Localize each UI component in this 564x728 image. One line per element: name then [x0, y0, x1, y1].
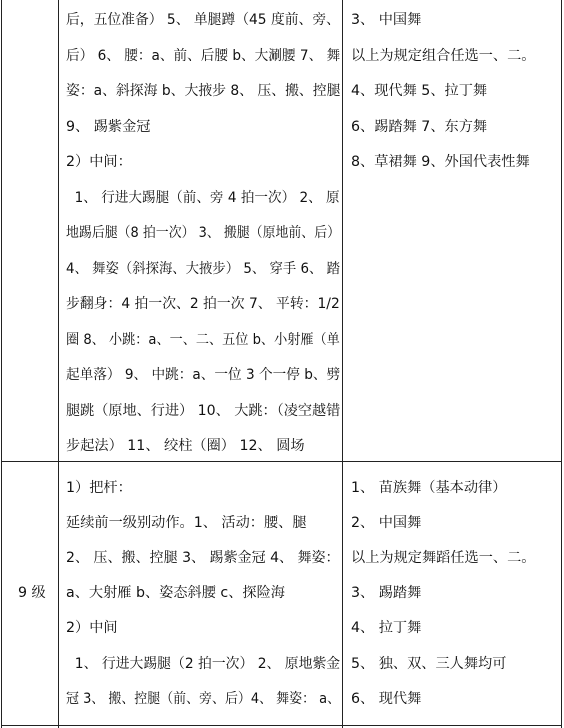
grade-label: 9 级 [18, 585, 46, 601]
table-border-bottom [1, 725, 562, 726]
text-line: 步翻身：4 拍一次、2 拍一次 7、 平转：1/2 [66, 296, 340, 312]
text-line: 1）把杆： [66, 480, 132, 496]
text-line: 3、 中国舞 [351, 12, 422, 28]
text-line: 后） 6、 腰：a、前、后腰 b、大涮腰 7、 舞 [66, 48, 341, 64]
text-line: 后，五位准备） 5、 单腿蹲（45 度前、旁、 [66, 12, 340, 28]
text-line: 以上为规定组合任选一、二。 [351, 48, 536, 64]
text-line: 6、踢踏舞 7、东方舞 [351, 119, 488, 135]
text-line: 步起法） 11、 绞柱（圈） 12、 圆场 [66, 438, 305, 454]
table-border-right [561, 0, 562, 728]
text-line: 2、 中国舞 [351, 515, 422, 531]
text-line: 2、 压、搬、控腿 3、 踢紫金冠 4、 舞姿： [66, 550, 340, 566]
row-divider [1, 461, 562, 462]
text-line: 冠 3、 搬、控腿（前、旁、后）4、 舞姿： a、 [66, 691, 341, 707]
text-line: 3、 踢踏舞 [351, 585, 422, 601]
text-line: 5、 独、双、三人舞均可 [351, 656, 507, 672]
text-line: 以上为规定舞蹈任选一、二。 [351, 550, 536, 566]
text-line: 9、 踢紫金冠 [66, 119, 151, 135]
text-line: 4、 拉丁舞 [351, 620, 422, 636]
table-border-left [1, 0, 2, 728]
text-line: 1、 行进大踢腿（2 拍一次） 2、 原地紫金 [66, 656, 341, 672]
text-line: a、大射雁 b、姿态斜腰 c、探险海 [66, 585, 285, 601]
text-line: 地踢后腿（8 拍一次） 3、 搬腿（原地前、后） [66, 225, 341, 241]
text-line: 延续前一级别动作。1、 活动：腰、腿 [66, 515, 307, 531]
column-divider-2 [342, 0, 343, 728]
text-line: 6、 现代舞 [351, 691, 422, 707]
text-line: 8、草裙舞 9、外国代表性舞 [351, 154, 530, 170]
text-line: 2）中间 [66, 620, 118, 636]
text-line: 起单落） 9、 中跳：a、一位 3 个一停 b、劈 [66, 367, 341, 383]
text-line: 2）中间： [66, 154, 132, 170]
text-line: 4、现代舞 5、拉丁舞 [351, 83, 488, 99]
text-line: 1、 行进大踢腿（前、旁 4 拍一次） 2、 原 [66, 190, 340, 206]
text-line: 4、 舞姿（斜探海、大掖步） 5、 穿手 6、 踏 [66, 261, 340, 277]
column-divider-1 [58, 0, 59, 728]
text-line: 腿跳（原地、行进） 10、 大跳：（凌空越错 [66, 403, 341, 419]
text-line: 1、 苗族舞（基本动律） [351, 480, 507, 496]
text-line: 姿：a、斜探海 b、大掖步 8、 压、搬、控腿 [66, 83, 341, 99]
text-line: 圈 8、 小跳：a、一、二、五位 b、小射雁（单 [66, 332, 340, 348]
